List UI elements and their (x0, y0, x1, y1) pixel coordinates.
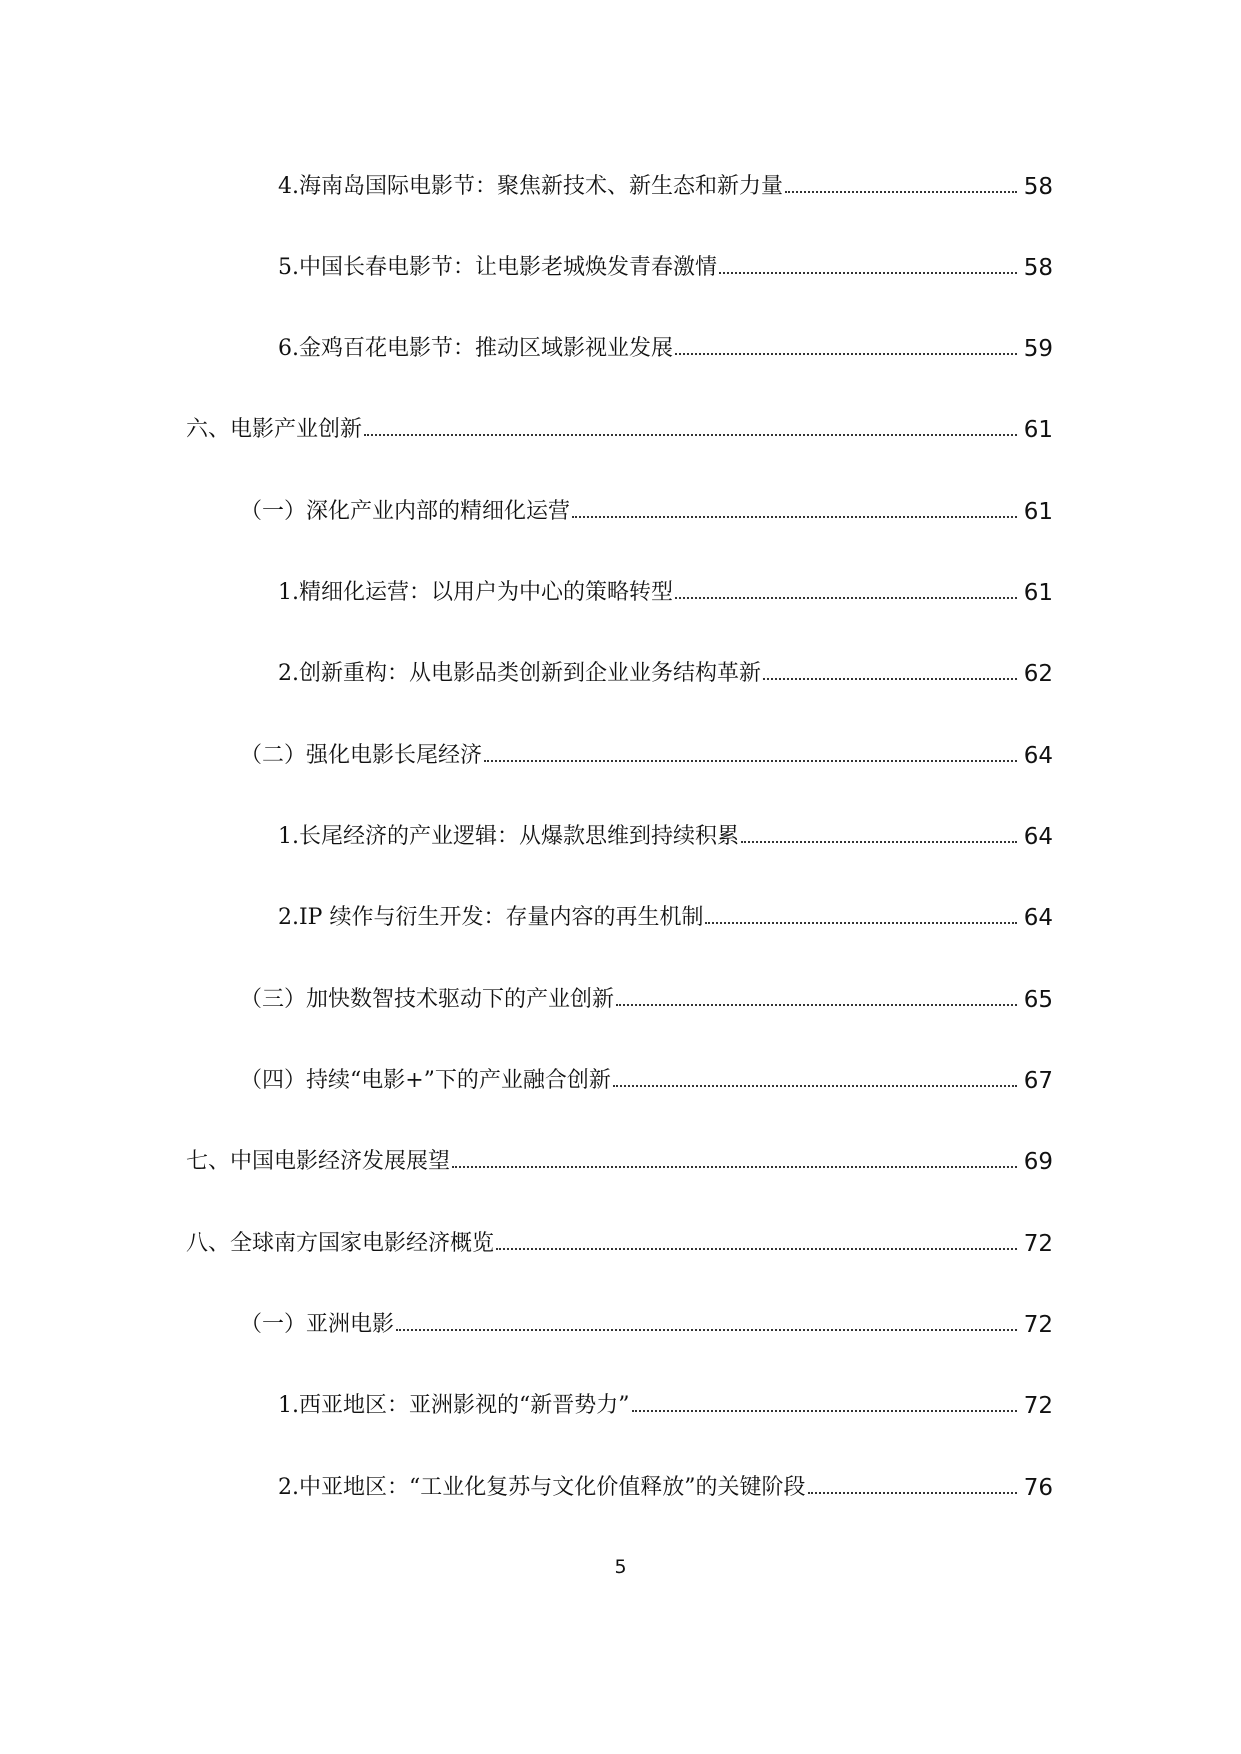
toc-row[interactable] (0, 415, 1241, 445)
dot-leader (484, 760, 1017, 762)
toc-entry[interactable] (240, 1310, 1053, 1340)
toc-entry[interactable] (186, 1147, 1053, 1177)
toc-entry-title: 2.创新重构：从电影品类创新到企业业务结构革新 (278, 661, 761, 686)
toc-entry-page: 61 (1023, 417, 1053, 443)
toc-entry[interactable] (278, 1473, 1053, 1503)
toc-entry-title: （一）亚洲电影 (240, 1312, 395, 1337)
toc-entry-title: 1.西亚地区：亚洲影视的“新晋势力” (278, 1393, 630, 1418)
dot-leader (705, 922, 1017, 924)
toc-entry-title: 2.IP 续作与衍生开发：存量内容的再生机制 (278, 905, 704, 930)
toc-entry-title: 5.中国长春电影节：让电影老城焕发青春激情 (278, 255, 717, 280)
toc-row[interactable] (0, 741, 1241, 771)
toc-entry-page: 67 (1023, 1068, 1053, 1094)
dot-leader (616, 1004, 1017, 1006)
toc-row[interactable] (0, 1391, 1241, 1421)
toc-entry[interactable] (278, 172, 1053, 202)
toc-entry[interactable] (186, 415, 1053, 445)
toc-entry[interactable] (240, 497, 1053, 527)
toc-row[interactable] (0, 1229, 1241, 1259)
toc-entry-page: 65 (1023, 987, 1053, 1013)
toc-row[interactable] (0, 903, 1241, 933)
toc-entry-page: 64 (1023, 743, 1053, 769)
toc-entry[interactable] (278, 253, 1053, 283)
toc-entry-page: 58 (1023, 174, 1053, 200)
toc-entry-page: 72 (1023, 1393, 1053, 1419)
toc-entry-page: 72 (1023, 1312, 1053, 1338)
toc-row[interactable] (0, 1310, 1241, 1340)
dot-leader (632, 1410, 1018, 1412)
toc-entry-page: 69 (1023, 1149, 1053, 1175)
dot-leader (613, 1085, 1017, 1087)
toc-entry[interactable] (278, 822, 1053, 852)
toc-entry-page: 76 (1023, 1475, 1053, 1501)
toc-row[interactable] (0, 659, 1241, 689)
toc-entry-page: 64 (1023, 905, 1053, 931)
toc-entry-title: （三）加快数智技术驱动下的产业创新 (240, 987, 615, 1012)
toc-entry-page: 58 (1023, 255, 1053, 281)
toc-row[interactable] (0, 822, 1241, 852)
toc-entry[interactable] (240, 741, 1053, 771)
dot-leader (763, 678, 1017, 680)
toc-row[interactable] (0, 985, 1241, 1015)
dot-leader (496, 1248, 1017, 1250)
toc-row[interactable] (0, 1147, 1241, 1177)
dot-leader (675, 353, 1017, 355)
toc-entry-title: 六、电影产业创新 (186, 417, 363, 442)
toc-row[interactable] (0, 172, 1241, 202)
toc-entry-title: 1.精细化运营：以用户为中心的策略转型 (278, 580, 673, 605)
dot-leader (452, 1166, 1017, 1168)
toc-row[interactable] (0, 253, 1241, 283)
toc-entry[interactable] (240, 1066, 1053, 1096)
toc-entry[interactable] (278, 1391, 1053, 1421)
toc-row[interactable] (0, 578, 1241, 608)
toc-row[interactable] (0, 1473, 1241, 1503)
toc-entry-page: 64 (1023, 824, 1053, 850)
toc-entry-page: 62 (1023, 661, 1053, 687)
toc-entry-title: 1.长尾经济的产业逻辑：从爆款思维到持续积累 (278, 824, 739, 849)
toc-entry-page: 72 (1023, 1231, 1053, 1257)
page-number: 5 (614, 1556, 627, 1578)
toc-entry-title: （四）持续“电影+”下的产业融合创新 (240, 1068, 611, 1093)
dot-leader (396, 1329, 1017, 1331)
toc-entry-title: 七、中国电影经济发展展望 (186, 1149, 451, 1174)
dot-leader (675, 597, 1017, 599)
toc-entry-title: 2.中亚地区：“工业化复苏与文化价值释放”的关键阶段 (278, 1475, 806, 1500)
toc-entry[interactable] (278, 659, 1053, 689)
toc-entry-page: 61 (1023, 499, 1053, 525)
toc-entry-title: 八、全球南方国家电影经济概览 (186, 1231, 495, 1256)
toc-entry-title: 6.金鸡百花电影节：推动区域影视业发展 (278, 336, 673, 361)
toc-entry-page: 61 (1023, 580, 1053, 606)
toc-entry[interactable] (278, 903, 1053, 933)
toc-row[interactable] (0, 1066, 1241, 1096)
toc-entry-title: 4.海南岛国际电影节：聚焦新技术、新生态和新力量 (278, 174, 783, 199)
dot-leader (572, 516, 1017, 518)
toc-entry[interactable] (278, 334, 1053, 364)
dot-leader (785, 191, 1017, 193)
toc-entry[interactable] (278, 578, 1053, 608)
toc-entry-title: （一）深化产业内部的精细化运营 (240, 499, 571, 524)
toc-row[interactable] (0, 497, 1241, 527)
toc-row[interactable] (0, 334, 1241, 364)
dot-leader (719, 272, 1017, 274)
toc-entry-page: 59 (1023, 336, 1053, 362)
dot-leader (808, 1492, 1018, 1494)
dot-leader (741, 841, 1017, 843)
toc-entry[interactable] (240, 985, 1053, 1015)
toc-entry-title: （二）强化电影长尾经济 (240, 743, 483, 768)
toc-entry[interactable] (186, 1229, 1053, 1259)
dot-leader (364, 434, 1017, 436)
